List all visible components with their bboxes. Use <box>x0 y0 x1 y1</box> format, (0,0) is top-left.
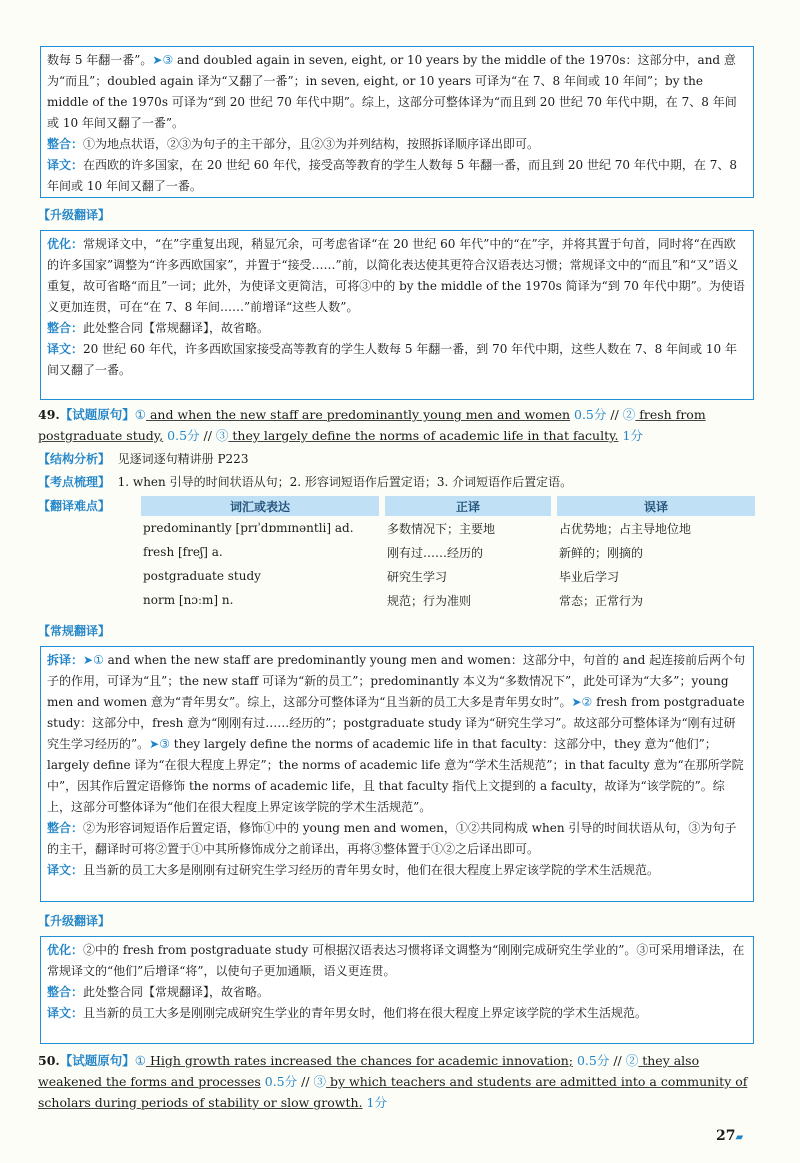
integrate-paragraph: 整合：②为形容词短语作后置定语，修饰①中的 young men and women，①②共同构成 when 引导的时间状语从句，③为句子的主干，翻译时可将②置于①中其所修饰成分之前译出，再将③整体置于①②之后译出即可。 <box>47 821 737 856</box>
table-row: postgraduate study 研究生学习 毕业后学习 <box>143 569 620 584</box>
table-row: fresh [freʃ] a. 刚有过……经历的 新鲜的；刚摘的 <box>143 545 644 560</box>
regular-heading: 【常规翻译】 <box>38 624 111 638</box>
header-right: 正译 <box>385 496 551 516</box>
question-49: 49.【试题原句】① and when the new staff are predominantly young men and women 0.5分 // ② fresh from postgraduate study, 0.5分 // ③ they largely define the norms of academic life in that faculty. 1分 <box>38 407 706 443</box>
translation-box-1 <box>40 46 754 198</box>
page-number: 27▰ <box>716 1128 744 1144</box>
integrate-paragraph: 整合：①为地点状语，②③为句子的主干部分，且②③为并列结构，按照拆译顺序译出即可。 <box>47 137 540 151</box>
translation-box-4 <box>40 936 754 1044</box>
arrow-icon: ➤③ <box>152 53 174 67</box>
translation-paragraph: 译文：且当新的员工大多是刚刚完成研究生学业的青年男女时，他们将在很大程度上界定该学院的学术生活规范。 <box>47 1006 648 1020</box>
structure-analysis: 【结构分析】 见逐词逐句精讲册 P223 <box>38 452 249 466</box>
table-row: predominantly [prɪˈdɒmɪnəntli] ad. 多数情况下；主要地 占优势地；占主导地位地 <box>143 521 692 536</box>
difficulty-table <box>135 496 761 612</box>
split-paragraph: 数每 5 年翻一番”。➤③ and doubled again in seven, eight, or 10 years by the middle of the 1970s：这部分中，and 意为“而且”；doubled again 译为“又翻了一番”；in seven, eight, or 10 years 可译为“在 7、8 年间或 10 年间”；by the middle of the 1970s 可译为“到 20 世纪 70 年代中期”。综上，这部分可整体译为“而且到 20 世纪 70 年代中期，在 7、8 年间或 10 年间又翻了一番”。 <box>47 53 737 130</box>
upgrade-heading-1: 【升级翻译】 <box>38 208 111 222</box>
optimize-paragraph: 优化：②中的 fresh from postgraduate study 可根据汉语表达习惯将译文调整为“刚刚完成研究生学业的”。③可采用增译法，在常规译文的“他们”后增译“将”，以使句子更加通顺，语义更连贯。 <box>47 943 745 978</box>
split-paragraph: 拆译：➤① and when the new staff are predominantly young men and women：这部分中，句首的 and 起连接前后两个句子的作用，可译为“且”；the new staff 可译为“新的员工”；predominantly 本义为“多数情况下”，此处可译为“大多”；young men and women 意为“青年男女”。综上，这部分可整体译为“且当新的员工大多是青年男女时”。➤② fresh from postgraduate study：这部分中，fresh 意为“刚刚有过……经历的”；postgraduate study 译为“研究生学习”。故这部分可整体译为“刚有过研究生学习经历的”。➤③ they largely define the norms of academic life in that faculty：这部分中，they 意为“他们”；largely define 译为“在很大程度上界定”；the norms of academic life 意为“学术生活规范”；in that faculty 意为“在那所学院中”，因其作后置定语修饰 the norms of academic life，且 that faculty 指代上文提到的 a faculty，故译为“该学院的”。综上，这部分可整体译为“他们在很大程度上界定该学院的学术生活规范”。 <box>47 653 746 814</box>
integrate-paragraph: 整合：此处整合同【常规翻译】，故省略。 <box>47 321 270 335</box>
header-word: 词汇或表达 <box>141 496 379 516</box>
header-wrong: 误译 <box>557 496 755 516</box>
translation-paragraph: 译文：在西欧的许多国家，在 20 世纪 60 年代，接受高等教育的学生人数每 5 年翻一番，而且到 20 世纪 70 年代中期，在 7、8 年间或 10 年间又翻了一番。 <box>47 158 737 193</box>
integrate-paragraph: 整合：此处整合同【常规翻译】，故省略。 <box>47 985 270 999</box>
book-icon: ▰ <box>735 1132 744 1143</box>
table-header-row <box>141 496 755 516</box>
translation-paragraph: 译文：且当新的员工大多是刚刚有过研究生学习经历的青年男女时，他们在很大程度上界定该学院的学术生活规范。 <box>47 863 660 877</box>
translation-box-2 <box>40 230 754 400</box>
question-50: 50.【试题原句】① High growth rates increased the chances for academic innovation; 0.5分 // ② they also weakened the forms and processes 0.5分 // ③ by which teachers and students are admitted into a community of scholars during periods of stability or slow growth. 1分 <box>38 1053 748 1110</box>
translation-paragraph: 译文：20 世纪 60 年代，许多西欧国家接受高等教育的学生人数每 5 年翻一番，到 70 年代中期，这些人数在 7、8 年间或 10 年间又翻了一番。 <box>47 342 737 377</box>
optimize-paragraph: 优化：常规译文中，“在”字重复出现，稍显冗余，可考虑省译“在 20 世纪 60 年代”中的“在”字，并将其置于句首，同时将“在西欧的许多国家”调整为“许多西欧国家”，并置于“接受……”前，以简化表达使其更符合汉语表达习惯；常规译文中的“而且”和“又”语义重复，故可省略“而且”一词；此外，为使译文更简洁，可将③中的 by the middle of the 1970s 简译为“到 70 年代中期”。为使语义更加连贯，可在“在 7、8 年间……”前增译“这些人数”。 <box>47 237 745 314</box>
key-points: 【考点梳理】 1. when 引导的时间状语从句；2. 形容词短语作后置定语；3. 介词短语作后置定语。 <box>38 475 573 489</box>
translation-box-3 <box>40 646 754 902</box>
arrow-icon: ➤① <box>83 653 104 667</box>
difficulty-label: 【翻译难点】 <box>38 499 111 513</box>
arrow-icon: ➤③ <box>149 737 170 751</box>
upgrade-heading-2: 【升级翻译】 <box>38 914 111 928</box>
arrow-icon: ➤② <box>571 695 593 709</box>
table-row: norm [nɔːm] n. 规范；行为准则 常态；正常行为 <box>143 593 644 608</box>
